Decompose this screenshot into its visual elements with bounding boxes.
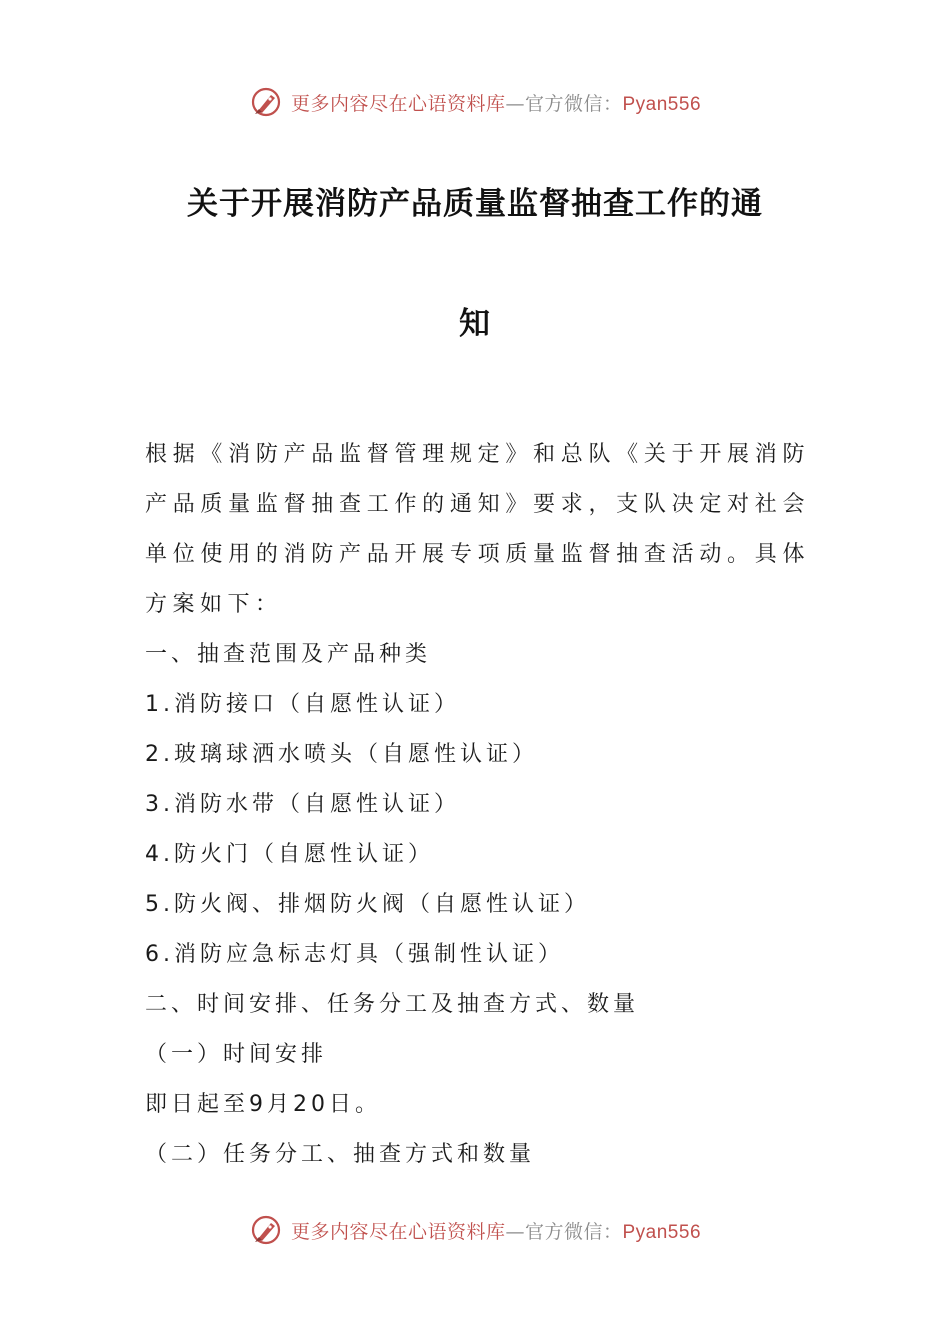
subsection2-heading: （二）任务分工、抽查方式和数量	[145, 1142, 536, 1167]
header-site-text: 更多内容尽在心语资料库	[290, 92, 506, 115]
header-wechat-id: Pyan556	[622, 93, 702, 115]
document-title-line2: 知	[459, 306, 491, 342]
header-banner	[0, 82, 950, 122]
document-body	[145, 430, 810, 1180]
section1-heading: 一、抽查范围及产品种类	[145, 642, 432, 667]
section2-heading: 二、时间安排、任务分工及抽查方式、数量	[145, 992, 640, 1017]
list-item: 5.防火阀、排烟防火阀（自愿性认证）	[145, 892, 590, 917]
pen-nib-logo-icon	[249, 85, 283, 119]
list-item: 3.消防水带（自愿性认证）	[145, 792, 460, 817]
footer-separator-text: —官方微信：	[505, 1220, 623, 1243]
subsection1-heading: （一）时间安排	[145, 1042, 328, 1067]
intro-paragraph: 根据《消防产品监督管理规定》和总队《关于开展消防产品质量监督抽查工作的通知》要求，支队决定对社会单位使用的消防产品开展专项质量监督抽查活动。具体方案如下：	[145, 442, 810, 617]
footer-banner	[0, 1210, 950, 1250]
list-item: 4.防火门（自愿性认证）	[145, 842, 434, 867]
footer-site-text: 更多内容尽在心语资料库	[290, 1220, 506, 1243]
document-title-line1: 关于开展消防产品质量监督抽查工作的通	[187, 186, 763, 222]
pen-nib-logo-icon	[249, 1213, 283, 1247]
list-item: 1.消防接口（自愿性认证）	[145, 692, 460, 717]
subsection1-text: 即日起至9月20日。	[145, 1092, 381, 1117]
header-banner-text	[291, 89, 701, 116]
footer-banner-text	[291, 1217, 701, 1244]
header-separator-text: —官方微信：	[505, 92, 623, 115]
list-item: 2.玻璃球洒水喷头（自愿性认证）	[145, 742, 538, 767]
footer-wechat-id: Pyan556	[622, 1221, 702, 1243]
list-item: 6.消防应急标志灯具（强制性认证）	[145, 942, 564, 967]
